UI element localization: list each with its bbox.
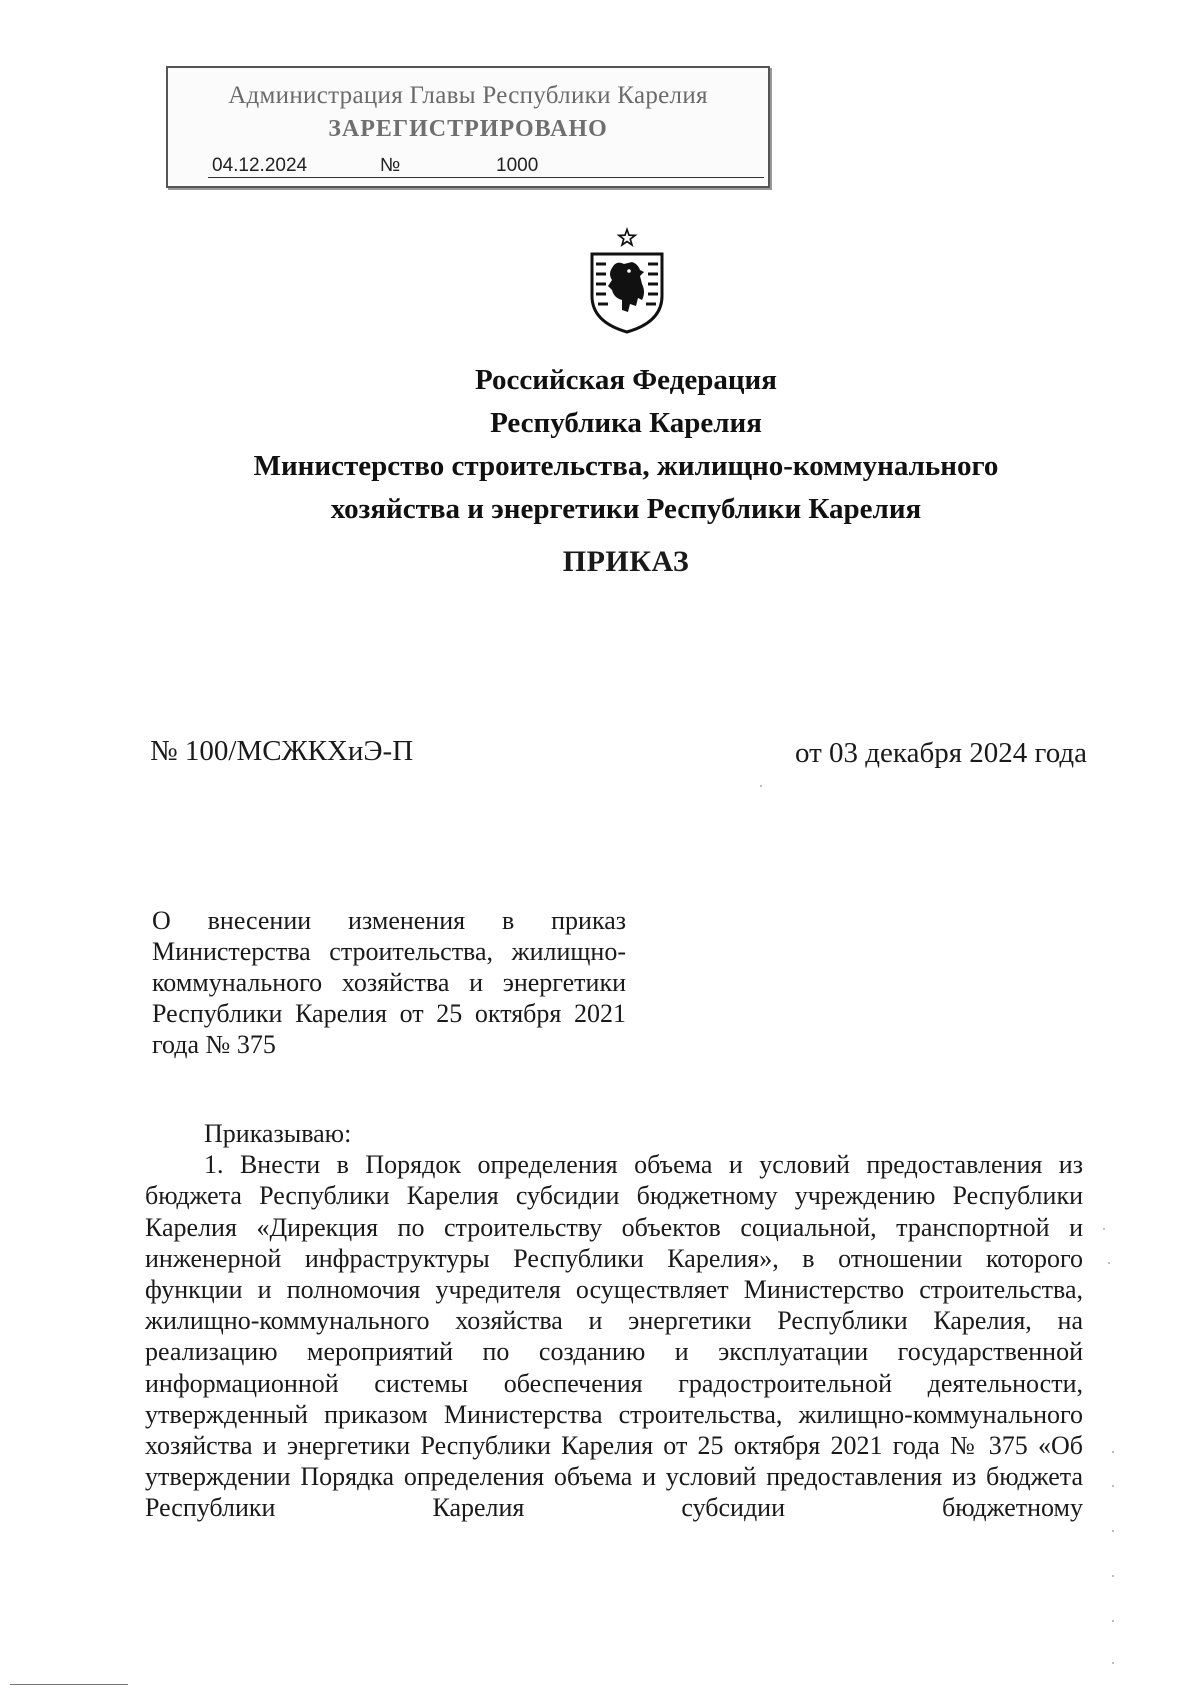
stamp-date: 04.12.2024 — [212, 155, 308, 176]
stamp-status: ЗАРЕГИСТРИРОВАНО — [328, 116, 608, 142]
order-directive: Приказываю: — [204, 1119, 352, 1148]
header-country: Российская Федерация — [475, 364, 777, 396]
order-number: № 100/МСЖКХиЭ-П — [150, 735, 414, 767]
subject-first-line: О внесении изменения в приказ — [152, 906, 626, 935]
document-type-title: ПРИКАЗ — [562, 545, 690, 578]
order-body — [145, 1118, 1083, 1524]
header-republic: Республика Карелия — [490, 407, 762, 439]
subject-rest: Министерства строительства, жилищно-коммунального хозяйства и энергетики Республики Карелия от 25 октября 2021 года № 375 — [152, 937, 626, 1059]
registration-stamp — [166, 66, 770, 188]
stamp-registration-line — [208, 155, 764, 183]
header-ministry-line1: Министерство строительства, жилищно-коммунального — [253, 450, 999, 482]
stamp-number-sign: № — [380, 155, 401, 176]
order-subject — [152, 905, 626, 1060]
paragraph-1: 1. Внести в Порядок определения объема и условий предоставления из бюджета Республики Карелия субсидии бюджетному учреждению Республики Карелия «Дирекция по строительству объектов социальной, транспортной и инженерной инфраструктуры Республики Карелия», в отношении которого функции и полномочия учредителя осуществляет Министерство строительства, жилищно-коммунального хозяйства и энергетики Республики Карелия, на реализацию мероприятий по созданию и эксплуатации государственной информационной системы обеспечения градостроительной деятельности, утвержденный приказом Министерства строительства, жилищно-коммунального хозяйства и энергетики Республики Карелия от 25 октября 2021 года № 375 «Об утверждении Порядка определения объема и условий предоставления из бюджета Республики Карелия субсидии бюджетному — [145, 1150, 1083, 1523]
coat-of-arms-icon — [582, 226, 672, 336]
stamp-organization: Администрация Главы Республики Карелия — [228, 82, 708, 109]
stamp-number: 1000 — [496, 155, 539, 176]
header-ministry-line2: хозяйства и энергетики Республики Карелия — [330, 493, 922, 525]
order-date: от 03 декабря 2024 года — [795, 737, 1087, 769]
